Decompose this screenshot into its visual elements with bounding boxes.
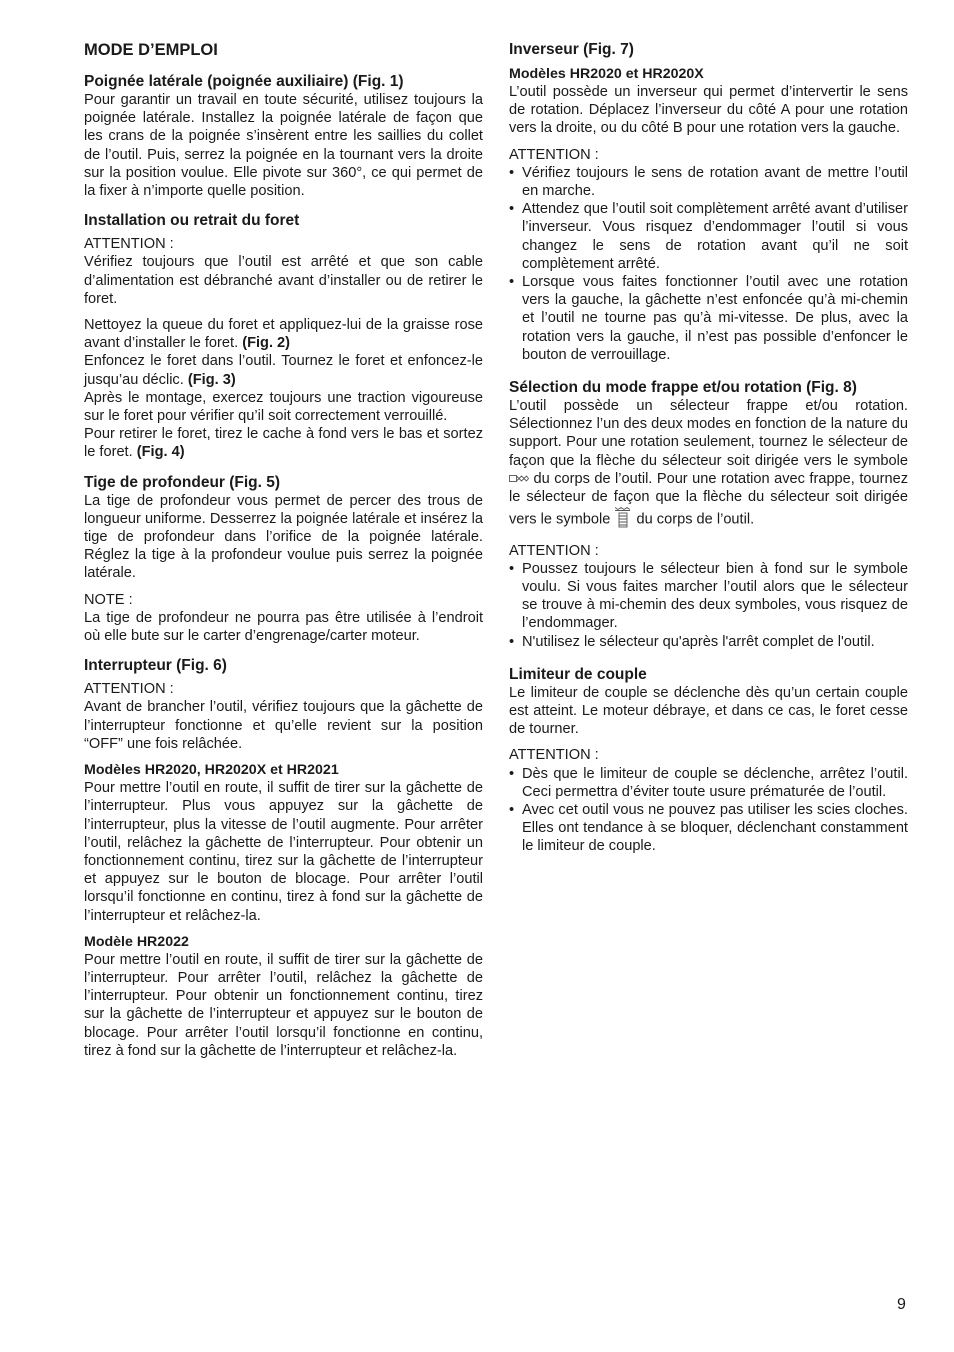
action-mode-text-c: du corps de l’outil. xyxy=(636,511,755,528)
page-title: MODE D’EMPLOI xyxy=(84,41,218,59)
depth-gauge-text: La tige de profondeur vous permet de percer des trous de longueur uniforme. Desserrez la poignée latérale et insérez la tige de profondeur dans l’orifice de la poignée latérale. Réglez la tige à la profondeur voulue puis serrez la poignée latérale. xyxy=(84,492,483,582)
section-action-mode xyxy=(509,378,908,651)
fig-4-ref: (Fig. 4) xyxy=(136,444,185,461)
reversing-attention-label: ATTENTION : xyxy=(509,146,599,163)
switch-models-heading-2: Modèle HR2022 xyxy=(84,933,189,950)
bit-install-paragraph-3: Après le montage, exercez toujours une traction vigoureuse sur le foret pour vérifier qu’il soit correctement verrouillé. xyxy=(84,389,483,425)
section-reversing-switch xyxy=(509,40,908,364)
side-handle-text: Pour garantir un travail en toute sécurité, utilisez toujours la poignée latérale. Installez la poignée latérale de façon que les crans de la poignée s’insèrent entre les saillies du collet de l’outil. Puis, serrez la poignée en la tournant vers la droite sur la position voulue. Elle pivote sur 360°, ce qui permet de la fixer à n’importe quelle position. xyxy=(84,92,483,200)
list-item: • Avec cet outil vous ne pouvez pas utiliser les scies cloches. Elles ont tendance à se bloquer, déclenchant constamment le limiteur de couple. xyxy=(509,801,908,856)
bit-install-paragraph-2 xyxy=(84,352,483,388)
right-column xyxy=(509,40,908,867)
bit-install-paragraph-1 xyxy=(84,316,483,352)
section-torque-limiter xyxy=(509,665,908,856)
action-mode-text-a: L’outil possède un sélecteur frappe et/ou rotation. Sélectionnez l’un des deux modes en fonction de la nature du support. Pour une rotation seulement, tournez le sélecteur de façon que la flèche du sélecteur soit dirigée vers le symbole xyxy=(509,398,908,469)
bit-install-p2-text: Enfoncez le foret dans l’outil. Tournez le foret et enfoncez-le jusqu’au déclic. xyxy=(84,353,483,388)
bit-install-p4-text: Pour retirer le foret, tirez le cache à fond vers le bas et sortez le foret. xyxy=(84,426,483,461)
switch-heading: Interrupteur (Fig. 6) xyxy=(84,657,227,675)
section-bit-install xyxy=(84,211,483,461)
list-item: • Poussez toujours le sélecteur bien à fond sur le symbole voulu. Si vous faites marcher l’outil alors que le sélecteur se trouve à mi-chemin des deux symboles, vous risquez de l’endommager. xyxy=(509,560,908,633)
list-item: • Vérifiez toujours le sens de rotation avant de mettre l’outil en marche. xyxy=(509,164,908,200)
reversing-text: L’outil possède un inverseur qui permet d’intervertir le sens de rotation. Déplacez l’inverseur du côté A pour une rotation vers la droite, ou du côté B pour une rotation vers la gauche. xyxy=(509,84,908,137)
section-depth-gauge xyxy=(84,473,483,646)
page-number: 9 xyxy=(897,1296,906,1313)
action-mode-heading: Sélection du mode frappe et/ou rotation (Fig. 8) xyxy=(509,379,857,397)
bit-install-p1-text: Nettoyez la queue du foret et appliquez-lui de la graisse rose avant d’installer le foret. xyxy=(84,317,483,352)
reversing-attention-list xyxy=(509,164,908,364)
depth-gauge-heading: Tige de profondeur (Fig. 5) xyxy=(84,473,281,491)
switch-models-heading-1: Modèles HR2020, HR2020X et HR2021 xyxy=(84,762,339,779)
fig-3-ref: (Fig. 3) xyxy=(187,371,236,388)
list-item: • Dès que le limiteur de couple se déclenche, arrêtez l’outil. Ceci permettra d’éviter toute usure prématurée de l’outil. xyxy=(509,765,908,801)
depth-gauge-note-text: La tige de profondeur ne pourra pas être utilisée à l’endroit où elle bute sur le carter d’engrenage/carter moteur. xyxy=(84,609,483,645)
drill-bit-icon xyxy=(509,470,529,488)
left-column xyxy=(84,40,483,1071)
section-switch xyxy=(84,656,483,1060)
switch-models-text-1: Pour mettre l’outil en route, il suffit de tirer sur la gâchette de l’interrupteur. Plus vous appuyez sur la gâchette de l’interrupteur, plus la vitesse de l’outil augmente. Pour arrêter l’outil, relâchez la gâchette de l’interrupteur. Pour obtenir un fonctionnement continu, tirez sur la gâchette de l’interrupteur et appuyez sur le bouton de blocage. Pour arrêter l’outil lorsqu’il fonctionne en continu, tirez à fond sur la gâchette de l’interrupteur et relâchez-la. xyxy=(84,780,483,924)
action-mode-text-b: du corps de l’outil. Pour une rotation avec frappe, tournez le sélecteur de façon que la flèche du sélecteur soit dirigée vers le symbole xyxy=(509,470,908,528)
switch-models-text-2: Pour mettre l’outil en route, il suffit de tirer sur la gâchette de l’interrupteur. Pour arrêter l’outil, relâchez la gâchette de l’interrupteur. Pour obtenir un fonctionnement continu, tirez sur la gâchette de l’interrupteur et appuyez sur le bouton de blocage. Pour arrêter l’outil lorsqu’il fonctionne en continu, tirez à fond sur la gâchette de l’interrupteur et relâchez-la. xyxy=(84,951,483,1059)
section-side-handle xyxy=(84,72,483,200)
depth-gauge-note-label: NOTE : xyxy=(84,591,133,608)
list-item: • N'utilisez le sélecteur qu'après l'arrêt complet de l'outil. xyxy=(509,633,908,651)
list-item: • Attendez que l’outil soit complètement arrêté avant d’utiliser l’inverseur. Vous risquez d’endommager l’outil si vous changez le sens de rotation avant qu’il ne soit complètement arrêté. xyxy=(509,200,908,273)
reversing-heading: Inverseur (Fig. 7) xyxy=(509,41,634,58)
list-item: • Lorsque vous faites fonctionner l’outil avec une rotation vers la gauche, la gâchette n’est enfoncée qu’à mi-chemin et l’outil ne tourne pas qu’à mi-vitesse. De plus, avec la rotation vers la gauche, il n’est pas possible d’enfoncer le bouton de verrouillage. xyxy=(509,273,908,364)
torque-limiter-text: Le limiteur de couple se déclenche dès qu’un certain couple est atteint. Le moteur débraye, et dans ce cas, le foret cesse de tourner. xyxy=(509,684,908,738)
action-mode-text xyxy=(509,397,908,533)
hammer-drill-icon xyxy=(614,506,632,533)
torque-limiter-attention-list xyxy=(509,765,908,856)
torque-limiter-attention-label: ATTENTION : xyxy=(509,747,599,764)
switch-attention-label: ATTENTION : xyxy=(84,681,174,698)
switch-attention-text: Avant de brancher l’outil, vérifiez toujours que la gâchette de l’interrupteur fonctionne et qu’elle revient sur la position “OFF” une fois relâchée. xyxy=(84,699,483,752)
bit-install-attention-label: ATTENTION : xyxy=(84,236,174,253)
fig-2-ref: (Fig. 2) xyxy=(242,335,291,352)
side-handle-heading: Poignée latérale (poignée auxiliaire) (Fig. 1) xyxy=(84,73,404,90)
action-mode-attention-label: ATTENTION : xyxy=(509,542,599,559)
bit-install-attention-text: Vérifiez toujours que l’outil est arrêté et que son cable d’alimentation est débranché avant d’installer ou de retirer le foret. xyxy=(84,254,483,307)
torque-limiter-heading: Limiteur de couple xyxy=(509,665,647,683)
action-mode-attention-list xyxy=(509,560,908,651)
bit-install-paragraph-4 xyxy=(84,425,483,461)
reversing-models-heading: Modèles HR2020 et HR2020X xyxy=(509,66,704,82)
bit-install-heading: Installation ou retrait du foret xyxy=(84,212,300,230)
